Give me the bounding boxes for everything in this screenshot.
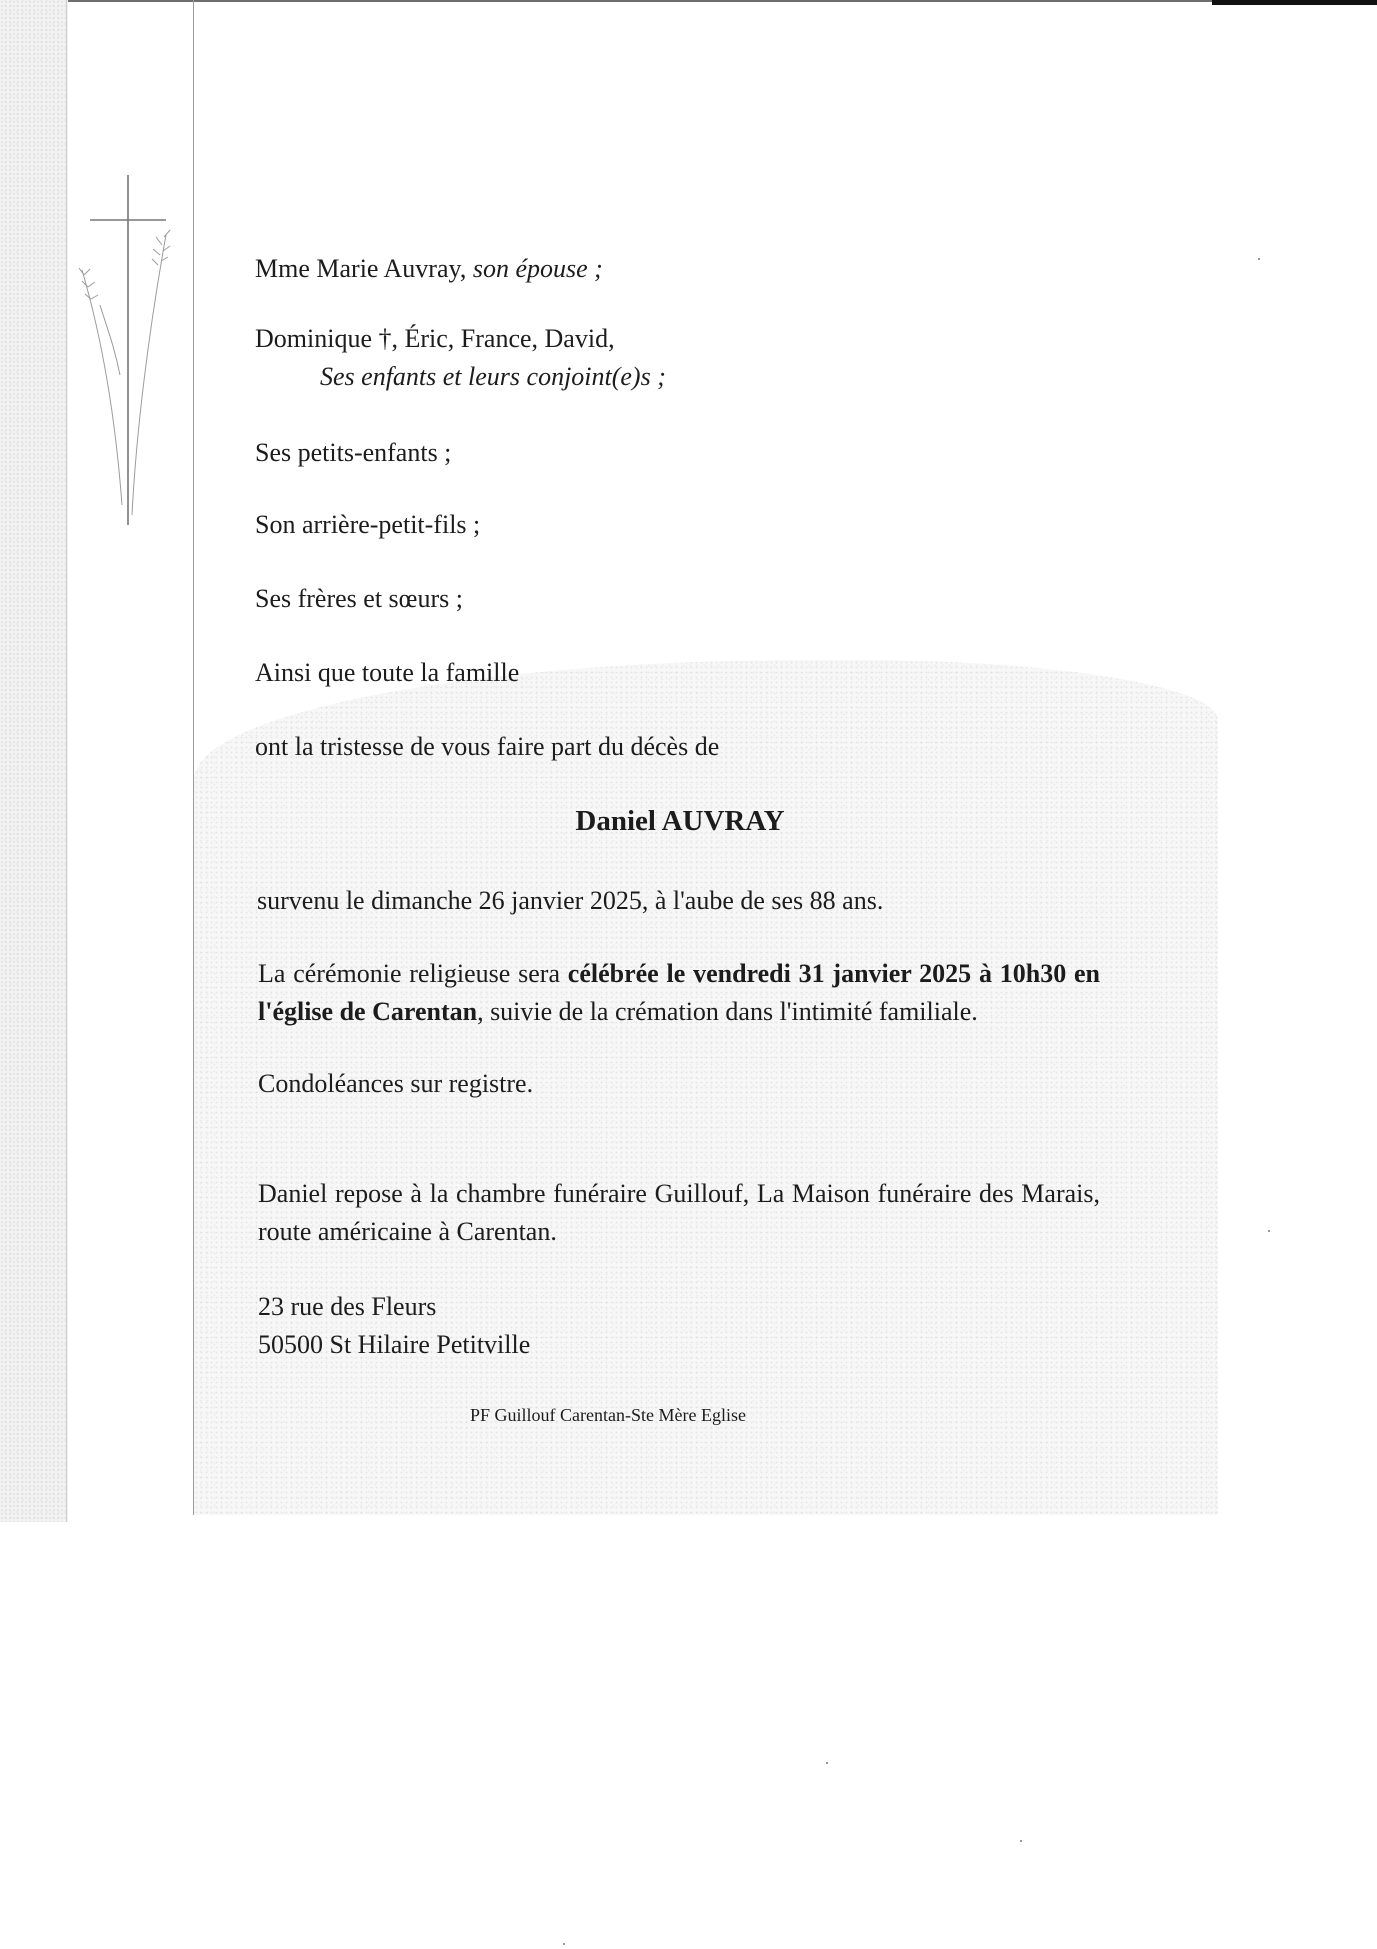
ceremony-rest: , suivie de la crémation dans l'intimité familiale. [477,997,978,1026]
spouse-name: Mme Marie Auvray, [255,254,473,283]
scan-speck [563,1943,565,1945]
family-line-grandchildren: Ses petits-enfants ; [255,438,452,467]
spouse-relation: son épouse ; [472,254,603,283]
family-line-children: Dominique †, Éric, France, David, [255,324,615,353]
ceremony-details: célébrée le vendredi 31 janvier 2025 à 10h30 en l'église de Carentan [258,959,1100,1026]
left-decorative-strip [0,0,68,1522]
repose-paragraph: Daniel repose à la chambre funéraire Guillouf, La Maison funéraire des Marais, route américaine à Carentan. [258,1179,1100,1246]
death-info: survenu le dimanche 26 janvier 2025, à l'aube de ses 88 ans. [257,886,884,915]
family-line-siblings: Ses frères et sœurs ; [255,584,463,613]
cross-icon [70,175,180,535]
family-line-great-grandchild: Son arrière-petit-fils ; [255,510,481,539]
funeral-home-footer: PF Guillouf Carentan-Ste Mère Eglise [470,1405,746,1425]
address-city: 50500 St Hilaire Petitville [258,1330,531,1359]
children-relation: Ses enfants et leurs conjoint(e)s ; [320,362,666,391]
address-street: 23 rue des Fleurs [258,1292,437,1321]
scan-top-line [0,0,1377,2]
scan-speck [826,1762,828,1764]
condolences: Condoléances sur registre. [258,1069,534,1098]
strip-divider [66,0,67,1522]
ceremony-intro: La cérémonie religieuse sera [258,959,568,988]
family-line-spouse [255,252,603,286]
announcement: ont la tristesse de vous faire part du décès de [255,732,720,761]
scan-speck [1020,1840,1022,1842]
deceased-name: Daniel AUVRAY [575,805,785,837]
scan-speck [1268,1230,1270,1232]
family-line-family: Ainsi que toute la famille [255,658,520,687]
scan-speck [1258,258,1260,260]
scan-edge-mark [1212,0,1377,5]
ceremony-paragraph [258,955,1100,1031]
